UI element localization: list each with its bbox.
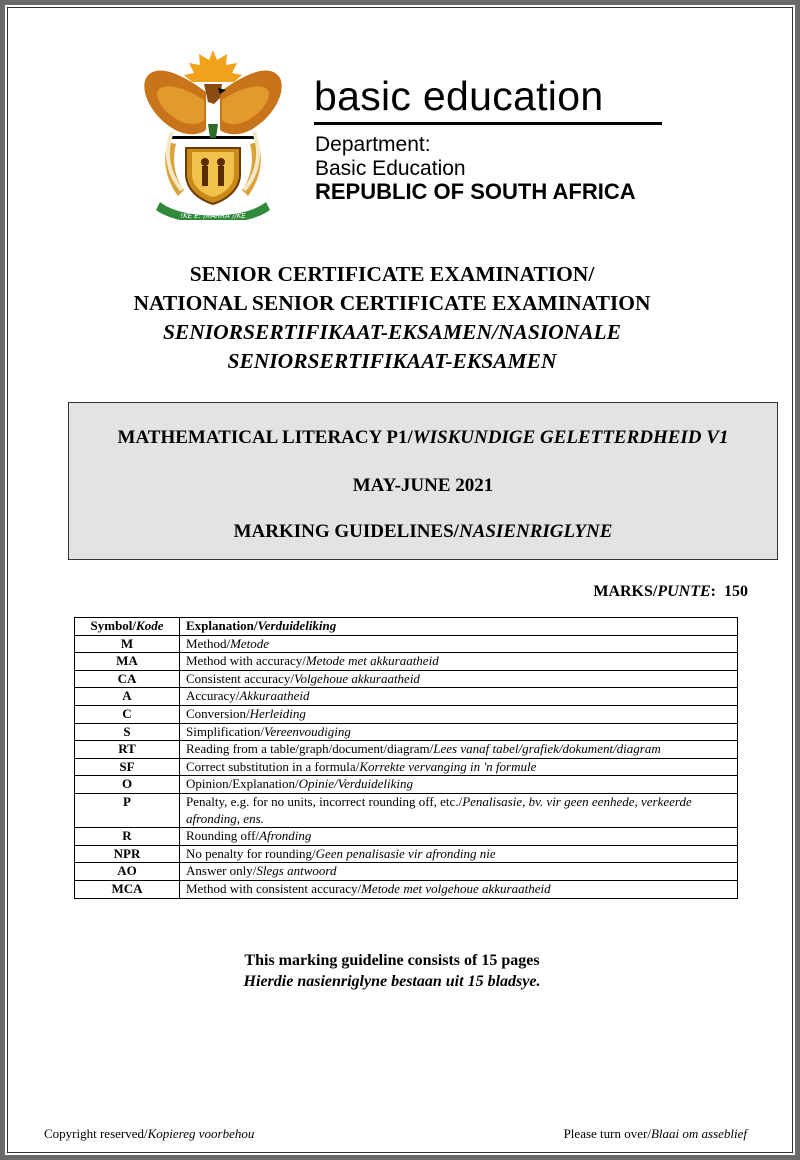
exam-title-line-2: NATIONAL SENIOR CERTIFICATE EXAMINATION (133, 291, 651, 315)
page-count-af: Hierdie nasienriglyne bestaan uit 15 bladsye. (243, 973, 541, 990)
table-row (75, 863, 738, 881)
code-cell: S (75, 723, 180, 741)
code-cell: SF (75, 758, 180, 776)
header-explanation: Explanation/Verduideliking (180, 618, 738, 636)
explanation-cell: Method/Metode (180, 635, 738, 653)
code-cell: A (75, 688, 180, 706)
table-row (75, 670, 738, 688)
table-row (75, 758, 738, 776)
explanation-cell: Rounding off/Afronding (180, 828, 738, 846)
explanation-cell: Conversion/Herleiding (180, 705, 738, 723)
total-marks: MARKS/PUNTE: 150 (593, 583, 748, 600)
brand-wordmark: basic education (314, 73, 604, 119)
code-cell: R (75, 828, 180, 846)
table-row (75, 880, 738, 898)
svg-text:!KE E: /XARRA //KE: !KE E: /XARRA //KE (180, 212, 246, 220)
table-row (75, 653, 738, 671)
explanation-cell: Accuracy/Akkuraatheid (180, 688, 738, 706)
code-cell: MA (75, 653, 180, 671)
explanation-cell: Consistent accuracy/Volgehoue akkuraatheid (180, 670, 738, 688)
page-count-en: This marking guideline consists of 15 pages (244, 952, 540, 969)
subject-title: MATHEMATICAL LITERACY P1/WISKUNDIGE GELETTERDHEID V1 (117, 427, 729, 448)
department-label: Department: (315, 133, 431, 156)
exam-session: MAY-JUNE 2021 (352, 475, 494, 496)
code-cell: NPR (75, 845, 180, 863)
explanation-cell: Reading from a table/graph/document/diagram/Lees vanaf tabel/grafiek/dokument/diagram (180, 741, 738, 759)
table-header-row (75, 618, 738, 636)
coat-of-arms-icon (142, 44, 284, 220)
brand-underline (314, 122, 662, 125)
table-row (75, 705, 738, 723)
code-cell: AO (75, 863, 180, 881)
explanation-cell: Answer only/Slegs antwoord (180, 863, 738, 881)
document-type: MARKING GUIDELINES/NASIENRIGLYNE (233, 521, 613, 542)
table-row (75, 776, 738, 794)
country-name: REPUBLIC OF SOUTH AFRICA (315, 179, 636, 204)
exam-title-block (0, 260, 784, 376)
explanation-cell: No penalty for rounding/Geen penalisasie vir afronding nie (180, 845, 738, 863)
table-row (75, 635, 738, 653)
department-name: Basic Education (315, 157, 466, 180)
code-cell: P (75, 793, 180, 827)
turn-over-notice: Please turn over/Blaai om asseblief (563, 1126, 747, 1141)
header-symbol: Symbol/Kode (75, 618, 180, 636)
explanation-cell: Correct substitution in a formula/Korrekte vervanging in 'n formule (180, 758, 738, 776)
paper-info-box (68, 402, 778, 560)
code-cell: MCA (75, 880, 180, 898)
explanation-cell: Method with consistent accuracy/Metode met volgehoue akkuraatheid (180, 880, 738, 898)
table-row (75, 741, 738, 759)
page-count-note (0, 950, 784, 992)
code-cell: RT (75, 741, 180, 759)
explanation-cell: Penalty, e.g. for no units, incorrect rounding off, etc./Penalisasie, bv. vir geen eenhede, verkeerde afronding, ens. (180, 793, 738, 827)
exam-title-line-4: SENIORSERTIFIKAAT-EKSAMEN (227, 349, 557, 373)
explanation-cell: Opinion/Explanation/Opinie/Verduideliking (180, 776, 738, 794)
code-cell: C (75, 705, 180, 723)
explanation-cell: Simplification/Vereenvoudiging (180, 723, 738, 741)
exam-title-line-3: SENIORSERTIFIKAAT-EKSAMEN/NASIONALE (162, 320, 622, 344)
table-row (75, 828, 738, 846)
table-row (75, 845, 738, 863)
code-cell: M (75, 635, 180, 653)
code-cell: O (75, 776, 180, 794)
exam-title-line-1: SENIOR CERTIFICATE EXAMINATION/ (189, 262, 595, 286)
code-cell: CA (75, 670, 180, 688)
explanation-cell: Method with accuracy/Metode met akkuraatheid (180, 653, 738, 671)
copyright-notice: Copyright reserved/Kopiereg voorbehou (44, 1126, 255, 1141)
table-row (75, 793, 738, 827)
marking-code-table (74, 617, 738, 899)
table-row (75, 688, 738, 706)
table-row (75, 723, 738, 741)
